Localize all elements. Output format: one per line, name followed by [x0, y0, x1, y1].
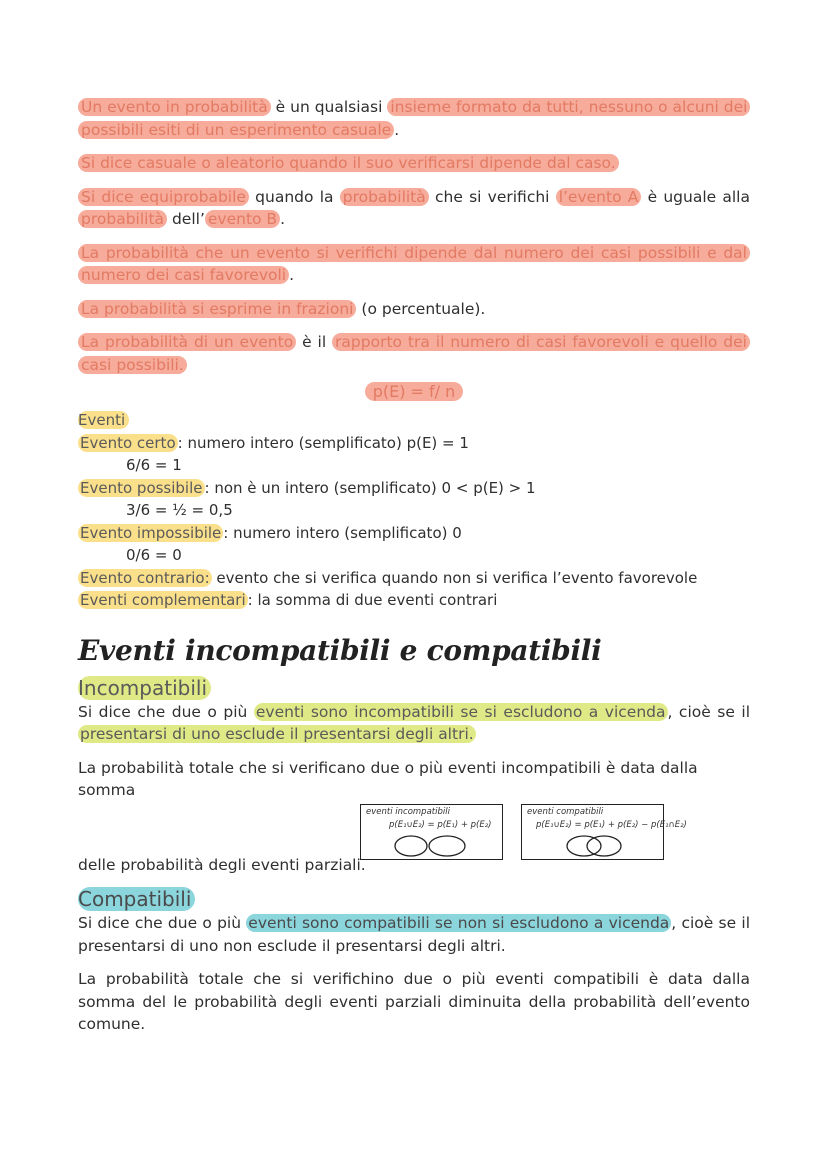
evento-possibile-example: 3/6 = ½ = 0,5 — [126, 501, 233, 519]
highlighted-text: insieme formato da tutti, nessuno o alcuni dei possibili esiti di un esperimento casuale — [78, 98, 750, 139]
highlighted-text: eventi sono incompatibili se si escludono a vicenda — [255, 702, 666, 721]
evento-impossibile-example: 0/6 = 0 — [126, 546, 182, 564]
incompatibili-paragraph-1 — [78, 701, 750, 746]
diagram-incompatibili-title: eventi incompatibili — [366, 806, 450, 817]
paragraph-text: , cioè se il — [667, 702, 750, 721]
paragraph-text: Si dice che due o più — [78, 914, 247, 932]
eventi-complementari: Eventi complementari : la somma di due eventi contrari — [80, 591, 498, 609]
paragraph-text: è il — [296, 333, 333, 351]
paragraph-text: è uguale alla — [641, 187, 750, 206]
formula-text: p(E) = f/ n — [365, 382, 464, 401]
diagram-compatibili-formula: p(E₁∪E₂) = p(E₁) + p(E₂) − p(E₁∩E₂) — [536, 819, 687, 830]
evento-certo-label: Evento certo — [80, 433, 176, 452]
paragraph-text: che si verifichi — [428, 187, 556, 206]
eventi-section — [78, 409, 750, 612]
compatibili-paragraph-2: La probabilità totale che si verifichino due o più eventi compatibili è data dalla somma del le probabilità degli eventi parziali diminuita della probabilità dell’evento comune. — [78, 970, 750, 1033]
intro-paragraph-1 — [78, 96, 750, 141]
paragraph-text: è un qualsiasi — [270, 98, 388, 116]
notes-page — [78, 96, 750, 1036]
intro-paragraph-2 — [78, 152, 750, 175]
paragraph-text: . — [394, 120, 400, 139]
evento-possibile-label: Evento possibile — [80, 478, 203, 497]
paragraph-text: quando la — [248, 187, 340, 206]
highlighted-text: Si dice equiprobabile — [78, 188, 249, 206]
evento-certo: Evento certo : numero intero (semplificato) p(E) = 1 — [80, 433, 469, 452]
highlighted-text: Si dice casuale o aleatorio quando il suo verificarsi dipende dal caso. — [78, 154, 619, 172]
evento-certo-example: 6/6 = 1 — [126, 456, 182, 474]
overlapping-circles-icon — [522, 833, 662, 859]
section-title: Eventi incompatibili e compatibili — [78, 633, 602, 667]
evento-impossibile-label: Evento impossibile — [80, 523, 222, 542]
paragraph-text: Si dice che due o più — [78, 702, 254, 721]
paragraph-text: , cioè se il presentarsi di uno non esclude il presentarsi degli altri. — [78, 914, 751, 955]
highlighted-text: rapporto tra il numero di casi favorevoli e quello dei casi possibili. — [78, 333, 750, 374]
highlighted-text: presentarsi di uno esclude il presentarsi degli altri. — [80, 725, 474, 743]
highlighted-text: La probabilità si esprime in frazioni — [78, 300, 356, 318]
incompatibili-heading: Incompatibili — [78, 675, 750, 701]
highlighted-text: eventi sono compatibili se non si escludono a vicenda — [248, 914, 670, 932]
intro-paragraph-6 — [78, 331, 750, 376]
paragraph-text: . — [289, 266, 295, 284]
evento-contrario: Evento contrario: evento che si verifica quando non si verifica l’evento favorevole — [80, 568, 698, 587]
intro-paragraph-5 — [78, 298, 750, 321]
disjoint-circles-icon — [361, 833, 501, 859]
compatibili-paragraph-1 — [78, 912, 750, 957]
eventi-heading: Eventi — [78, 409, 750, 432]
evento-contrario-label: Evento contrario: — [80, 568, 210, 587]
diagram-incompatibili — [360, 804, 503, 860]
compatibili-heading: Compatibili — [78, 886, 750, 912]
paragraph-text: dell’ — [167, 210, 205, 228]
diagram-compatibili-title: eventi compatibili — [527, 806, 604, 817]
intro-paragraph-3 — [78, 186, 750, 231]
highlighted-text: La probabilità di un evento — [78, 333, 296, 351]
highlighted-text: l’evento A — [556, 188, 642, 206]
paragraph-text: . — [280, 210, 286, 228]
highlighted-text: evento B — [205, 210, 280, 228]
venn-diagrams-row — [78, 804, 750, 860]
highlighted-text: probabilità — [340, 188, 429, 206]
highlighted-text: Un evento in probabilità — [78, 98, 271, 116]
diagram-compatibili — [521, 804, 687, 860]
diagram-incompatibili-formula: p(E₁∪E₂) = p(E₁) + p(E₂) — [389, 819, 492, 830]
evento-possibile: Evento possibile : non è un intero (semplificato) 0 < p(E) > 1 — [80, 478, 536, 497]
intro-paragraph-4 — [78, 242, 750, 287]
incompatibili-paragraph-2a: La probabilità totale che si verificano due o più eventi incompatibili è data dalla somma — [78, 758, 698, 799]
evento-impossibile: Evento impossibile : numero intero (semplificato) 0 — [80, 523, 462, 542]
eventi-complementari-label: Eventi complementari — [80, 591, 246, 609]
highlighted-text: La probabilità che un evento si verifichi dipende dal numero dei casi possibili e dal numero dei casi favorevoli — [78, 244, 750, 285]
probability-formula — [78, 382, 750, 401]
paragraph-text: (o percentuale). — [356, 299, 486, 318]
incompatibili-paragraph-2b: delle probabilità degli eventi parziali. — [78, 855, 366, 874]
highlighted-text: probabilità — [78, 210, 167, 228]
